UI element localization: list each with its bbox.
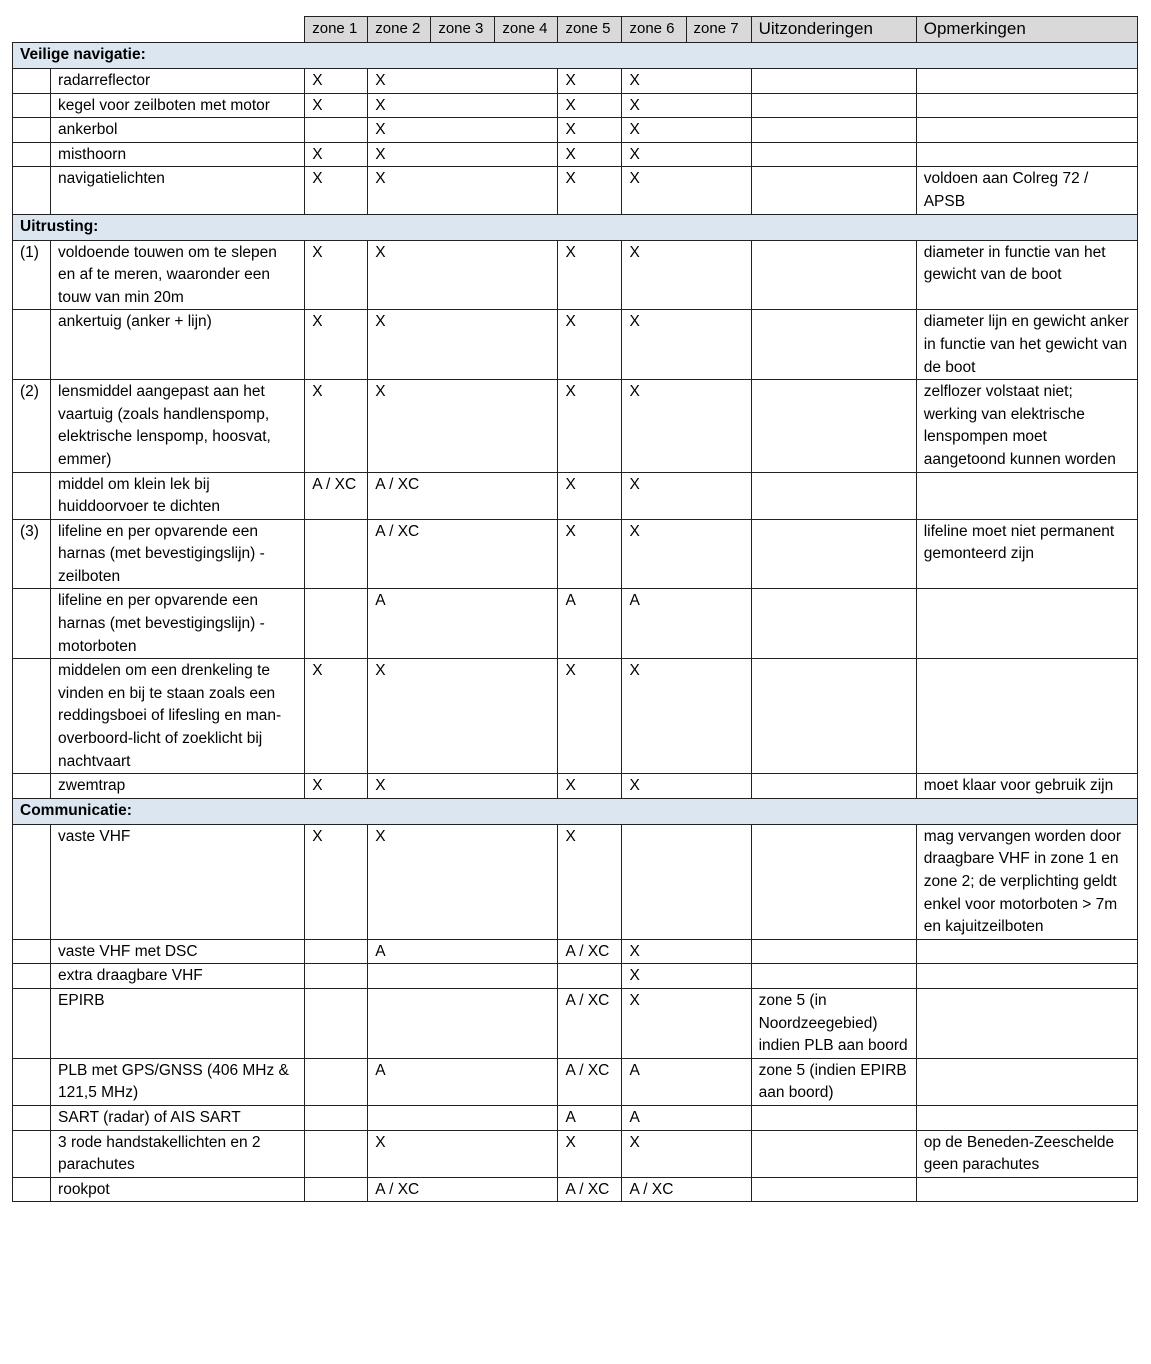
table-row [13,774,1138,799]
zone-2-4-value: X [368,240,558,310]
item-name: rookpot [51,1177,305,1202]
zone-6-7-value: X [622,964,751,989]
table-row [13,240,1138,310]
zone-2-4-value: X [368,93,558,118]
section-row [13,214,1138,240]
zone-5-value: X [558,774,622,799]
table-row [13,118,1138,143]
remarks-cell [916,472,1137,519]
zone-5-value: X [558,118,622,143]
zone-1-value [305,1177,368,1202]
exceptions-cell [751,519,916,589]
zone-1-value: A / XC [305,472,368,519]
zone-5-value: X [558,380,622,472]
zone-1-value: X [305,240,368,310]
zone-1-value: X [305,824,368,939]
item-name: navigatielichten [51,167,305,214]
zone-1-value: X [305,659,368,774]
zone-1-value: X [305,142,368,167]
remarks-cell: op de Beneden-Zeeschelde geen parachutes [916,1130,1137,1177]
zone-5-value: A / XC [558,988,622,1058]
zone-2-4-value: A / XC [368,519,558,589]
item-name: EPIRB [51,988,305,1058]
exceptions-cell [751,659,916,774]
item-name: lifeline en per opvarende een harnas (met bevestigingslijn) - motorboten [51,589,305,659]
zone-2-4-value: X [368,118,558,143]
zone-5-value: A [558,1105,622,1130]
exceptions-cell [751,310,916,380]
remarks-cell [916,589,1137,659]
zone-5-value: X [558,659,622,774]
remarks-cell [916,659,1137,774]
zone-6-7-value: A [622,1105,751,1130]
exceptions-cell [751,1130,916,1177]
zone-5-value: X [558,519,622,589]
exceptions-cell [751,240,916,310]
remarks-cell [916,939,1137,964]
row-index [13,118,51,143]
row-index [13,939,51,964]
zone-2-4-value: A [368,589,558,659]
item-name: middelen om een drenkeling te vinden en bij te staan zoals een reddingsboei of lifesling en man-overboord-licht of zoeklicht bij nachtvaart [51,659,305,774]
remarks-cell [916,988,1137,1058]
header-exceptions: Uitzonderingen [751,17,916,43]
exceptions-cell: zone 5 (indien EPIRB aan boord) [751,1058,916,1105]
table-row [13,167,1138,214]
zone-2-4-value: X [368,1130,558,1177]
zone-2-4-value [368,964,558,989]
item-name: kegel voor zeilboten met motor [51,93,305,118]
exceptions-cell [751,1105,916,1130]
zone-5-value: X [558,69,622,94]
zone-6-7-value: X [622,142,751,167]
zone-5-value [558,964,622,989]
row-index [13,774,51,799]
header-row [13,17,1138,43]
remarks-cell [916,69,1137,94]
table-row [13,964,1138,989]
row-index [13,1130,51,1177]
row-index [13,1105,51,1130]
item-name: 3 rode handstakellichten en 2 parachutes [51,1130,305,1177]
table-row [13,1130,1138,1177]
row-index [13,472,51,519]
item-name: vaste VHF met DSC [51,939,305,964]
section-title: Uitrusting: [13,214,1138,240]
zone-6-7-value: A [622,1058,751,1105]
zone-6-7-value: A / XC [622,1177,751,1202]
zone-1-value [305,118,368,143]
exceptions-cell [751,167,916,214]
row-index [13,142,51,167]
remarks-cell [916,142,1137,167]
item-name: lensmiddel aangepast aan het vaartuig (zoals handlenspomp, elektrische lenspomp, hoosvat, emmer) [51,380,305,472]
item-name: ankerbol [51,118,305,143]
exceptions-cell [751,824,916,939]
zone-2-4-value: X [368,824,558,939]
zone-2-4-value: X [368,659,558,774]
zone-1-value: X [305,774,368,799]
table-row [13,380,1138,472]
zone-6-7-value: X [622,167,751,214]
row-index [13,1058,51,1105]
remarks-cell: voldoen aan Colreg 72 / APSB [916,167,1137,214]
exceptions-cell [751,472,916,519]
table-row [13,93,1138,118]
row-index [13,93,51,118]
section-title: Communicatie: [13,798,1138,824]
table-row [13,142,1138,167]
zone-1-value [305,519,368,589]
header-remarks: Opmerkingen [916,17,1137,43]
zone-5-value: A / XC [558,939,622,964]
zone-1-value: X [305,380,368,472]
remarks-cell [916,93,1137,118]
table-row [13,519,1138,589]
header-zone-2: zone 2 [368,17,431,43]
zone-5-value: X [558,824,622,939]
section-row [13,798,1138,824]
zone-2-4-value: X [368,310,558,380]
zone-1-value [305,939,368,964]
row-index: (1) [13,240,51,310]
section-title: Veilige navigatie: [13,43,1138,69]
zone-2-4-value: X [368,380,558,472]
zone-6-7-value: X [622,310,751,380]
table-row [13,589,1138,659]
table-row [13,824,1138,939]
table-row [13,310,1138,380]
zone-1-value: X [305,167,368,214]
zone-6-7-value: X [622,93,751,118]
item-name: middel om klein lek bij huiddoorvoer te dichten [51,472,305,519]
row-index [13,659,51,774]
exceptions-cell [751,964,916,989]
header-zone-1: zone 1 [305,17,368,43]
table-row [13,69,1138,94]
remarks-cell [916,1058,1137,1105]
zone-2-4-value: A / XC [368,472,558,519]
zone-2-4-value [368,988,558,1058]
remarks-cell [916,1177,1137,1202]
zone-6-7-value: X [622,472,751,519]
zone-1-value: X [305,69,368,94]
zone-5-value: X [558,167,622,214]
zone-6-7-value: X [622,659,751,774]
exceptions-cell [751,93,916,118]
table-row [13,472,1138,519]
item-name: zwemtrap [51,774,305,799]
remarks-cell [916,964,1137,989]
zone-1-value: X [305,93,368,118]
row-index [13,1177,51,1202]
row-index: (3) [13,519,51,589]
exceptions-cell [751,939,916,964]
header-zone-7: zone 7 [686,17,751,43]
remarks-cell: diameter in functie van het gewicht van de boot [916,240,1137,310]
item-name: voldoende touwen om te slepen en af te meren, waaronder een touw van min 20m [51,240,305,310]
header-zone-3: zone 3 [431,17,495,43]
zone-5-value: X [558,310,622,380]
header-zone-4: zone 4 [495,17,558,43]
item-name: vaste VHF [51,824,305,939]
zone-6-7-value: X [622,519,751,589]
zone-5-value: A / XC [558,1177,622,1202]
item-name: radarreflector [51,69,305,94]
zone-1-value [305,964,368,989]
table-row [13,1177,1138,1202]
item-name: PLB met GPS/GNSS (406 MHz & 121,5 MHz) [51,1058,305,1105]
remarks-cell [916,1105,1137,1130]
table-body [13,43,1138,1202]
zone-2-4-value: A [368,1058,558,1105]
zone-5-value: A / XC [558,1058,622,1105]
table-row [13,939,1138,964]
remarks-cell [916,118,1137,143]
zone-5-value: X [558,1130,622,1177]
zone-2-4-value: X [368,142,558,167]
zone-1-value [305,1130,368,1177]
remarks-cell: zelflozer volstaat niet; werking van elektrische lenspompen moet aangetoond kunnen worden [916,380,1137,472]
zone-6-7-value: X [622,988,751,1058]
zone-2-4-value: X [368,69,558,94]
exceptions-cell [751,380,916,472]
item-name: ankertuig (anker + lijn) [51,310,305,380]
header-zone-6: zone 6 [622,17,686,43]
zone-2-4-value: X [368,167,558,214]
row-index [13,589,51,659]
zone-6-7-value: X [622,118,751,143]
item-name: misthoorn [51,142,305,167]
remarks-cell: diameter lijn en gewicht anker in functie van het gewicht van de boot [916,310,1137,380]
row-index [13,167,51,214]
zone-1-value [305,1058,368,1105]
row-index [13,988,51,1058]
item-name: lifeline en per opvarende een harnas (met bevestigingslijn) - zeilboten [51,519,305,589]
exceptions-cell [751,118,916,143]
exceptions-cell [751,1177,916,1202]
zone-1-value [305,589,368,659]
row-index [13,824,51,939]
exceptions-cell [751,142,916,167]
zone-6-7-value [622,824,751,939]
zone-5-value: X [558,142,622,167]
item-name: extra draagbare VHF [51,964,305,989]
zone-1-value: X [305,310,368,380]
table-row [13,988,1138,1058]
zone-2-4-value: A / XC [368,1177,558,1202]
row-index [13,964,51,989]
row-index [13,69,51,94]
zone-6-7-value: X [622,1130,751,1177]
zone-5-value: A [558,589,622,659]
section-row [13,43,1138,69]
remarks-cell: moet klaar voor gebruik zijn [916,774,1137,799]
zone-6-7-value: X [622,380,751,472]
zone-5-value: X [558,472,622,519]
exceptions-cell: zone 5 (in Noordzeegebied) indien PLB aan boord [751,988,916,1058]
remarks-cell: mag vervangen worden door draagbare VHF in zone 1 en zone 2; de verplichting geldt enkel voor motorboten > 7m en kajuitzeilboten [916,824,1137,939]
table-row [13,1058,1138,1105]
exceptions-cell [751,69,916,94]
table-row [13,659,1138,774]
zone-2-4-value: X [368,774,558,799]
zone-1-value [305,1105,368,1130]
exceptions-cell [751,589,916,659]
zone-2-4-value: A [368,939,558,964]
zone-1-value [305,988,368,1058]
zone-5-value: X [558,240,622,310]
header-blank [13,17,305,43]
remarks-cell: lifeline moet niet permanent gemonteerd zijn [916,519,1137,589]
item-name: SART (radar) of AIS SART [51,1105,305,1130]
zone-2-4-value [368,1105,558,1130]
exceptions-cell [751,774,916,799]
table-row [13,1105,1138,1130]
requirements-table [12,16,1138,1202]
row-index: (2) [13,380,51,472]
zone-6-7-value: A [622,589,751,659]
row-index [13,310,51,380]
zone-5-value: X [558,93,622,118]
zone-6-7-value: X [622,939,751,964]
zone-6-7-value: X [622,69,751,94]
header-zone-5: zone 5 [558,17,622,43]
zone-6-7-value: X [622,774,751,799]
zone-6-7-value: X [622,240,751,310]
